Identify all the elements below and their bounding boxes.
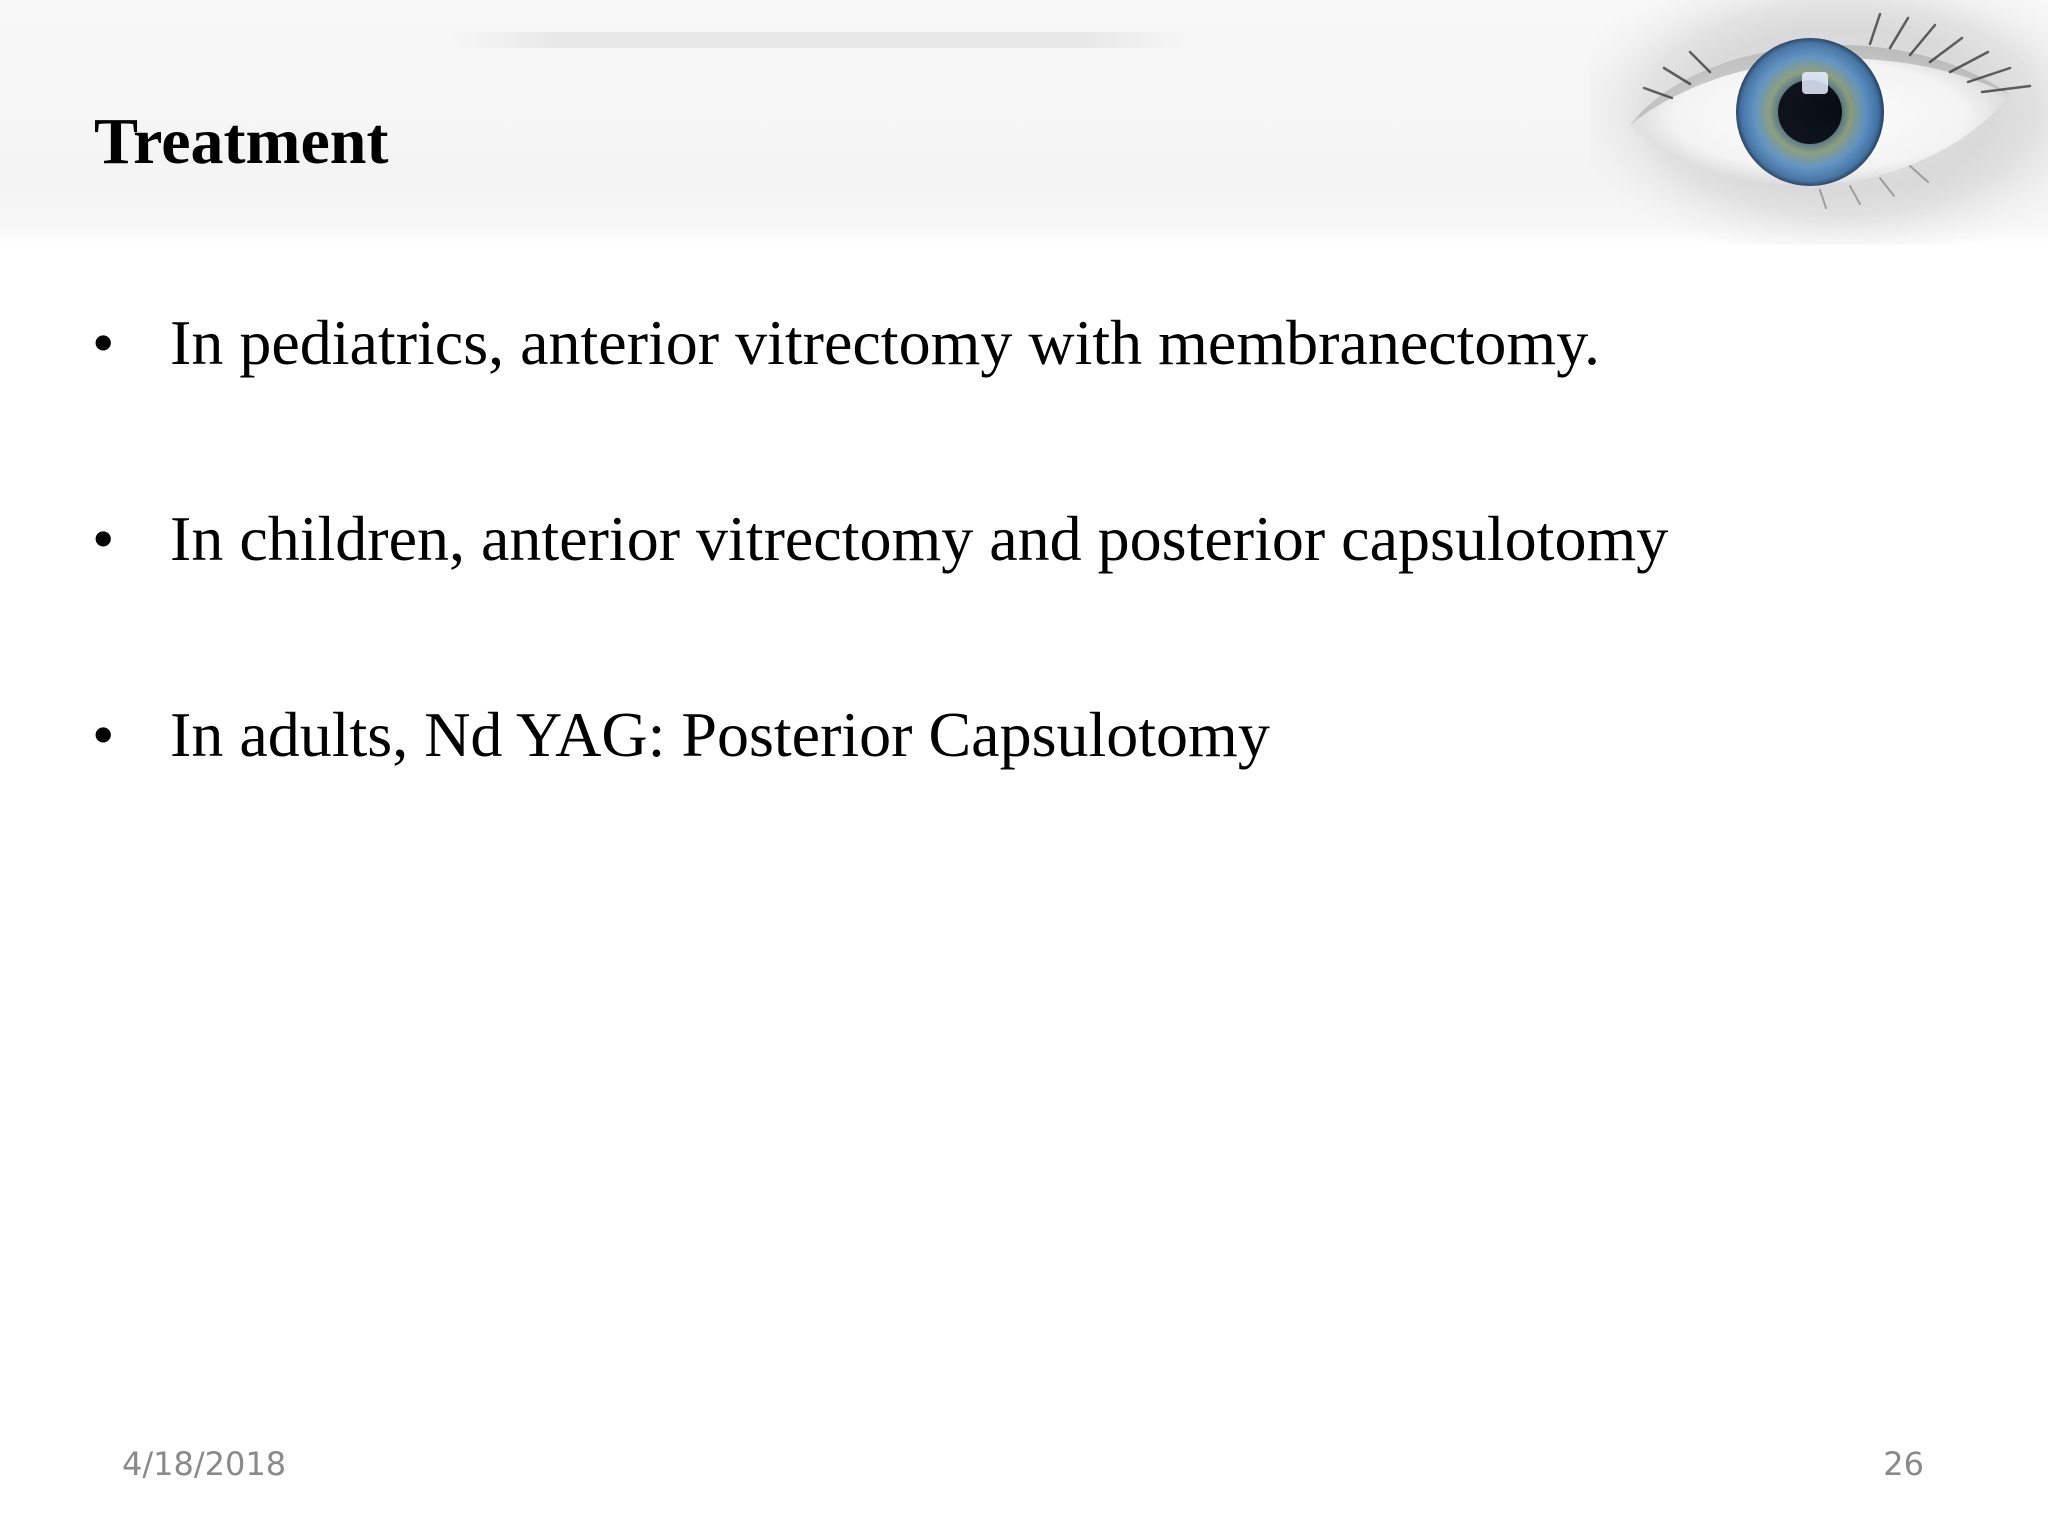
footer-date: 4/18/2018: [122, 1445, 287, 1483]
bullet-marker: •: [92, 503, 115, 574]
eye-icon: [1590, 0, 2048, 245]
header-streak: [445, 32, 1195, 48]
bullet-text: In children, anterior vitrectomy and posterior capsulotomy: [170, 503, 1669, 574]
bullet-text: In adults, Nd YAG: Posterior Capsulotomy: [170, 699, 1270, 770]
bullet-marker: •: [92, 307, 115, 378]
slide-title: Treatment: [94, 105, 389, 178]
footer-page-number: 26: [1883, 1445, 1924, 1483]
bullet-marker: •: [92, 699, 115, 770]
bullet-text: In pediatrics, anterior vitrectomy with membranectomy.: [170, 307, 1601, 378]
